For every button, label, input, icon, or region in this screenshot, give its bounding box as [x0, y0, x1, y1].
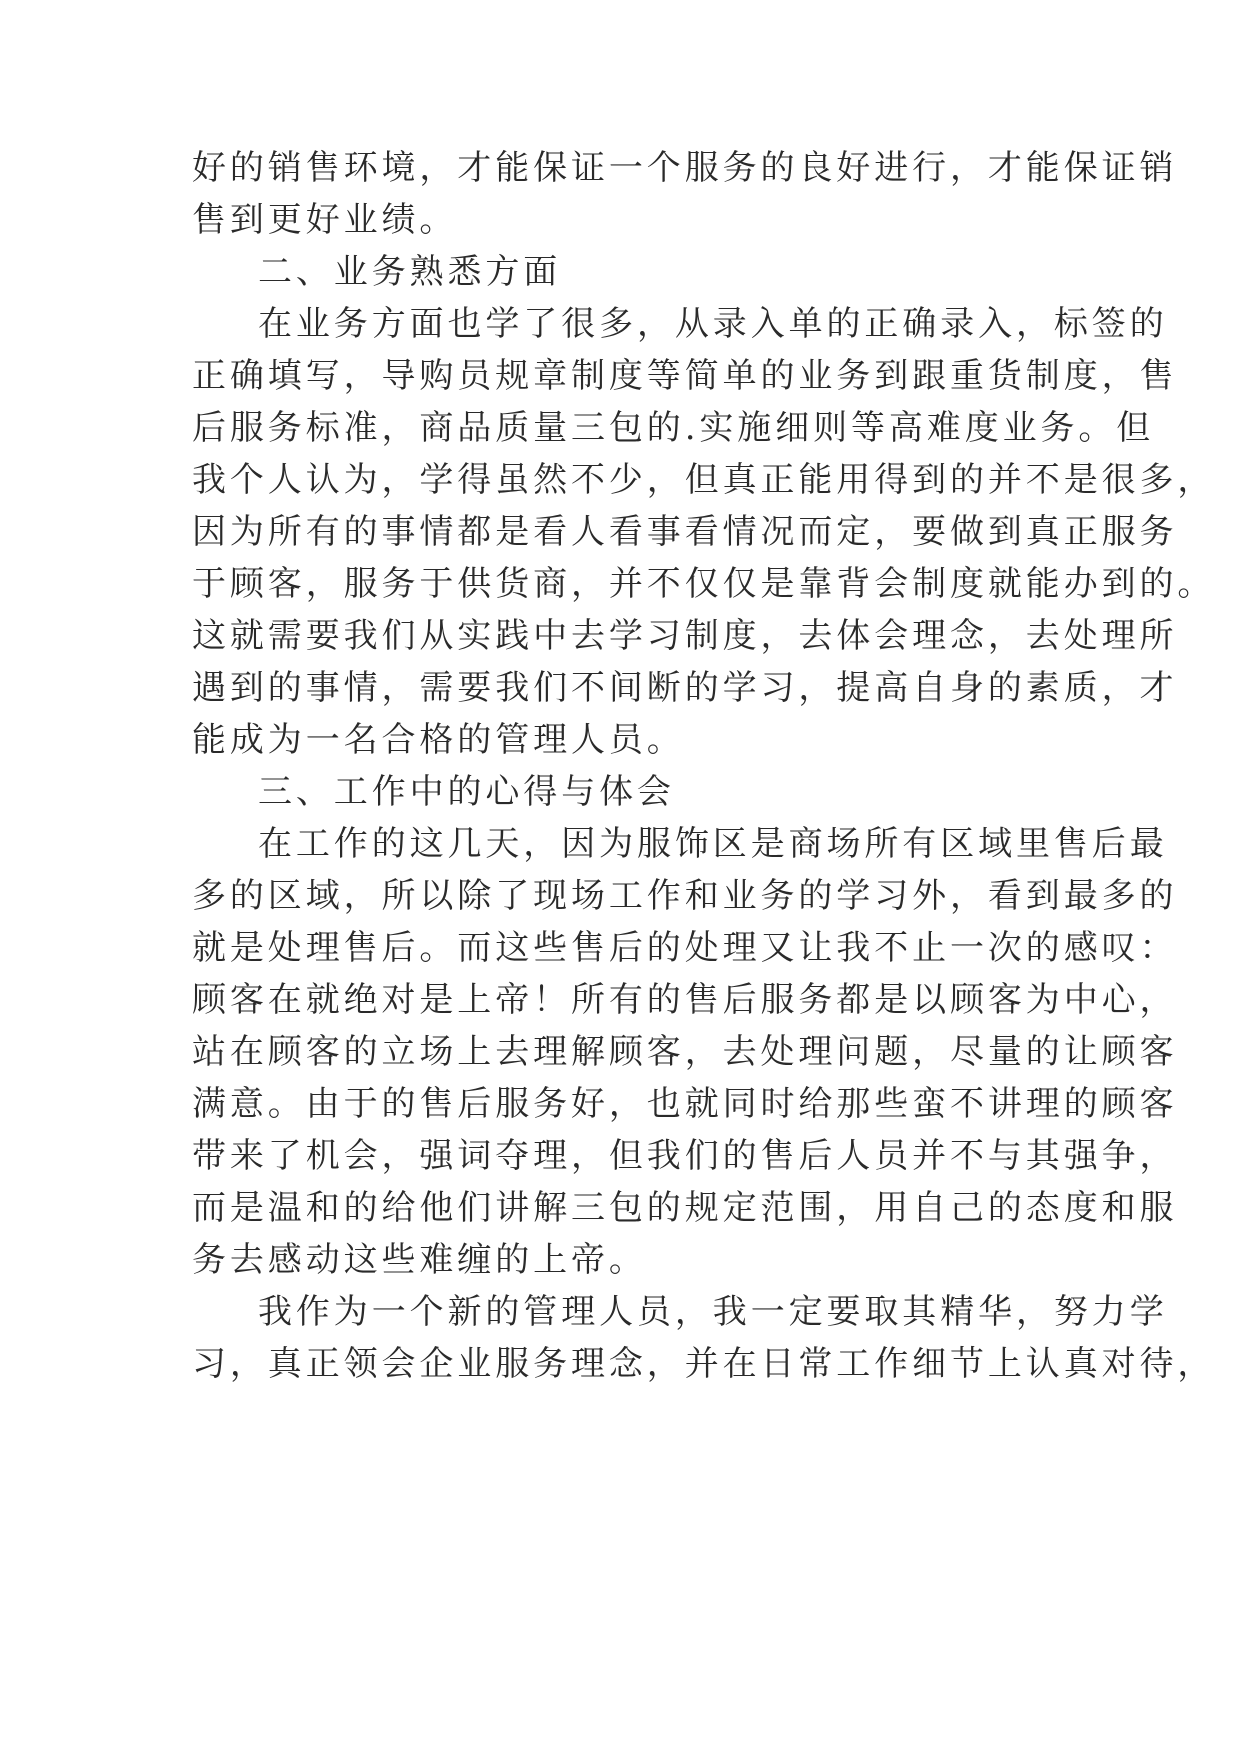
paragraph-line: 而是温和的给他们讲解三包的规定范围，用自己的态度和服	[192, 1188, 1178, 1228]
paragraph-line: 遇到的事情，需要我们不间断的学习，提高自身的素质，才	[192, 668, 1178, 708]
paragraph-line: 我个人认为，学得虽然不少，但真正能用得到的并不是很多，	[192, 460, 1216, 500]
paragraph-line: 能成为一名合格的管理人员。	[192, 720, 685, 760]
paragraph-line: 我作为一个新的管理人员，我一定要取其精华，努力学	[258, 1292, 1168, 1332]
paragraph-line: 正确填写，导购员规章制度等简单的业务到跟重货制度，售	[192, 356, 1178, 396]
paragraph-line: 售到更好业绩。	[192, 200, 458, 240]
paragraph-line: 在业务方面也学了很多，从录入单的正确录入，标签的	[258, 304, 1168, 344]
paragraph-line: 因为所有的事情都是看人看事看情况而定，要做到真正服务	[192, 512, 1178, 552]
paragraph-line: 站在顾客的立场上去理解顾客，去处理问题，尽量的让顾客	[192, 1032, 1178, 1072]
paragraph-line: 顾客在就绝对是上帝！所有的售后服务都是以顾客为中心，	[192, 980, 1178, 1020]
paragraph-line: 就是处理售后。而这些售后的处理又让我不止一次的感叹：	[192, 928, 1178, 968]
paragraph-line: 带来了机会，强词夺理，但我们的售后人员并不与其强争，	[192, 1136, 1178, 1176]
section-heading: 三、工作中的心得与体会	[258, 772, 675, 812]
paragraph-line: 在工作的这几天，因为服饰区是商场所有区域里售后最	[258, 824, 1168, 864]
paragraph-line: 于顾客，服务于供货商，并不仅仅是靠背会制度就能办到的。	[192, 564, 1216, 604]
paragraph-line: 习，真正领会企业服务理念，并在日常工作细节上认真对待，	[192, 1344, 1216, 1384]
paragraph-line: 多的区域，所以除了现场工作和业务的学习外，看到最多的	[192, 876, 1178, 916]
paragraph-line: 这就需要我们从实践中去学习制度，去体会理念，去处理所	[192, 616, 1178, 656]
section-heading: 二、业务熟悉方面	[258, 252, 562, 292]
paragraph-line: 好的销售环境，才能保证一个服务的良好进行，才能保证销	[192, 148, 1178, 188]
paragraph-line: 后服务标准，商品质量三包的.实施细则等高难度业务。但	[192, 408, 1155, 448]
paragraph-line: 满意。由于的售后服务好，也就同时给那些蛮不讲理的顾客	[192, 1084, 1178, 1124]
paragraph-line: 务去感动这些难缠的上帝。	[192, 1240, 647, 1280]
